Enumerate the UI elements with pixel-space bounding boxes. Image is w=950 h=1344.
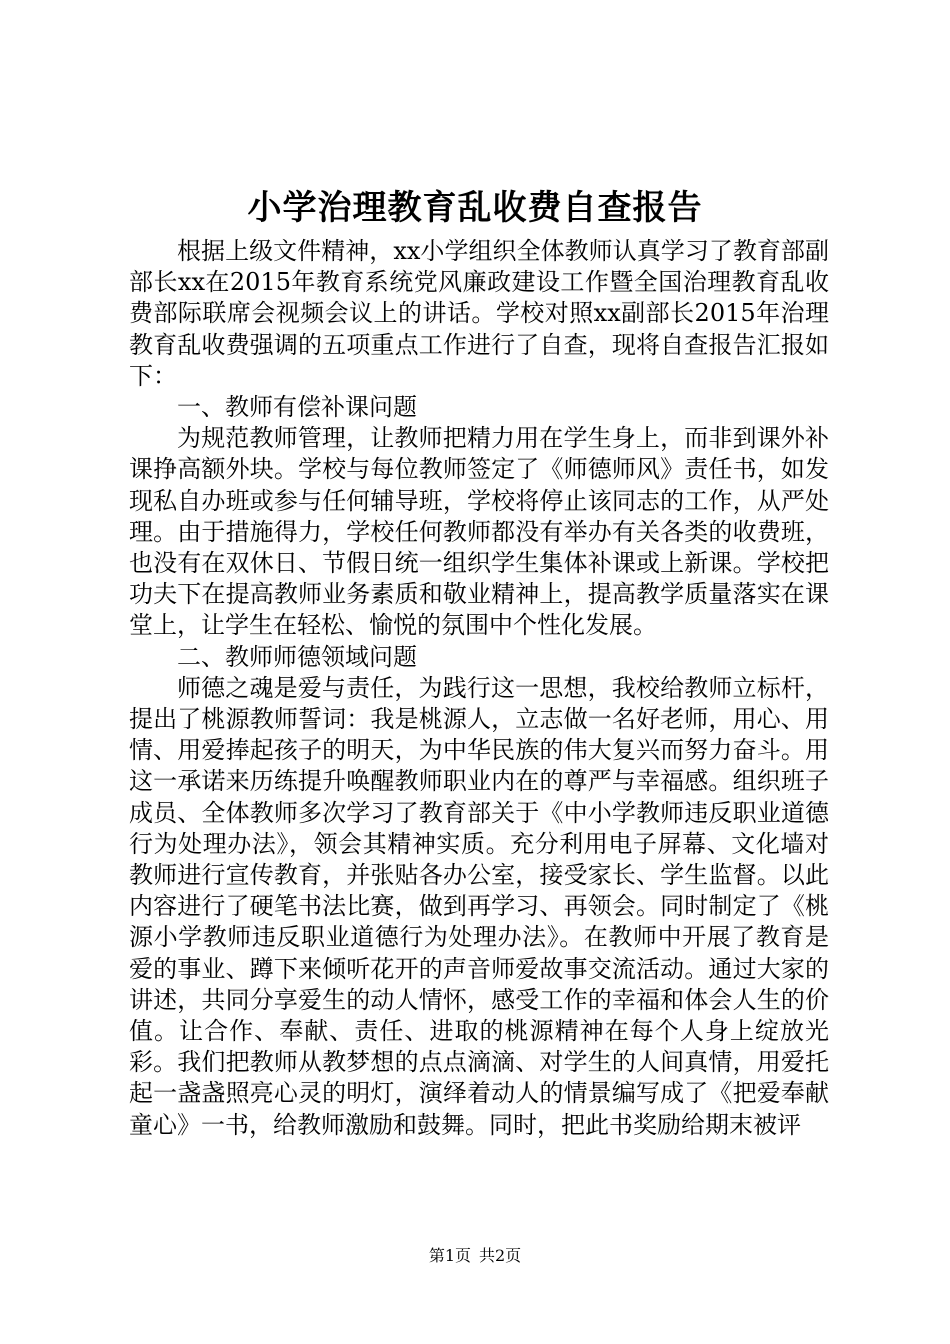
section-1-paragraph: 为规范教师管理，让教师把精力用在学生身上，而非到课外补课挣高额外块。学校与每位教师签定了《师德师风》责任书，如发现私自办班或参与任何辅导班，学校将停止该同志的工作，从严处理。由于措施得力，学校任何教师都没有举办有关各类的收费班，也没有在双休日、节假日统一组织学生集体补课或上新课。学校把功夫下在提高教师业务素质和敬业精神上，提高教学质量落实在课堂上，让学生在轻松、愉悦的氛围中个性化发展。 [129,424,829,640]
page-footer [0,1244,950,1268]
page-total: 共2页 [479,1246,522,1265]
section-2-heading: 二、教师师德领域问题 [177,642,417,671]
section-2-paragraph: 师德之魂是爱与责任，为践行这一思想，我校给教师立标杆，提出了桃源教师誓词：我是桃源人，立志做一名好老师，用心、用情、用爱捧起孩子的明天，为中华民族的伟大复兴而努力奋斗。用这一承诺来历练提升唤醒教师职业内在的尊严与幸福感。组织班子成员、全体教师多次学习了教育部关于《中小学教师违反职业道德行为处理办法》，领会其精神实质。充分利用电子屏幕、文化墙对教师进行宣传教育，并张贴各办公室，接受家长、学生监督。以此内容进行了硬笔书法比赛，做到再学习、再领会。同时制定了《桃源小学教师违反职业道德行为处理办法》。在教师中开展了教育是爱的事业、蹲下来倾听花开的声音师爱故事交流活动。通过大家的讲述，共同分享爱生的动人情怀，感受工作的幸福和体会人生的价值。让合作、奉献、责任、进取的桃源精神在每个人身上绽放光彩。我们把教师从教梦想的点点滴滴、对学生的人间真情，用爱托起一盏盏照亮心灵的明灯，演绎着动人的情景编写成了《把爱奉献童心》一书，给教师激励和鼓舞。同时，把此书奖励给期末被评 [129,673,829,1139]
section-1-heading: 一、教师有偿补课问题 [177,393,417,422]
intro-paragraph: 根据上级文件精神，xx小学组织全体教师认真学习了教育部副部长xx在2015年教育系统党风廉政建设工作暨全国治理教育乱收费部际联席会视频会议上的讲话。学校对照xx副部长2015年治理教育乱收费强调的五项重点工作进行了自查，现将自查报告汇报如下： [129,237,829,390]
page-number: 第1页 [428,1246,471,1265]
document-body [129,236,829,1141]
document-title: 小学治理教育乱收费自查报告 [247,188,703,228]
